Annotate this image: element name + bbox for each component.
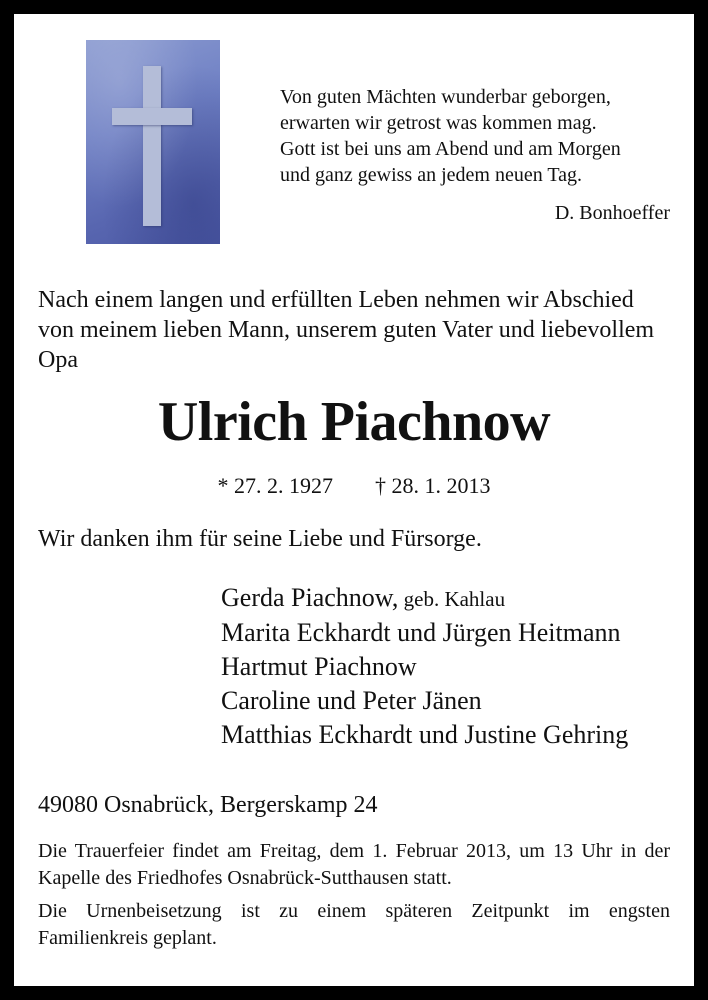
cross-vertical-beam bbox=[143, 66, 161, 226]
thanks-text: Wir danken ihm für seine Liebe und Fürsorge. bbox=[38, 526, 482, 552]
maiden-name-note: geb. Kahlau bbox=[398, 587, 506, 611]
mourner-entry: Hartmut Piachnow bbox=[221, 652, 417, 681]
intro-line: Opa bbox=[38, 347, 78, 373]
family-address: 49080 Osnabrück, Bergerskamp 24 bbox=[38, 792, 378, 818]
death-date: † 28. 1. 2013 bbox=[375, 473, 491, 498]
intro-line: von meinem lieben Mann, unserem guten Vater und liebevollem bbox=[38, 317, 655, 343]
mourner-entry: Caroline und Peter Jänen bbox=[221, 686, 482, 715]
mourner-entry bbox=[221, 581, 628, 616]
burial-info: Die Urnenbeisetzung ist zu einem späteren Zeitpunkt im engsten Familienkreis geplant. bbox=[38, 900, 670, 949]
poem-author: D. Bonhoeffer bbox=[554, 202, 670, 224]
deceased-name: Ulrich Piachnow bbox=[157, 391, 551, 453]
poem-line: und ganz gewiss an jedem neuen Tag. bbox=[280, 164, 583, 186]
life-dates bbox=[14, 472, 694, 500]
poem-line: Von guten Mächten wunderbar geborgen, bbox=[280, 86, 611, 108]
funeral-info: Die Trauerfeier findet am Freitag, dem 1. Februar 2013, um 13 Uhr in der Kapelle des Friedhofes Osnabrück-Sutthausen statt. bbox=[38, 840, 670, 889]
mourner-name: Gerda Piachnow, bbox=[221, 583, 399, 612]
cross-icon bbox=[86, 40, 220, 244]
birth-date: * 27. 2. 1927 bbox=[217, 473, 333, 498]
poem-line: erwarten wir getrost was kommen mag. bbox=[280, 112, 597, 134]
bonhoeffer-poem bbox=[280, 84, 621, 188]
intro-line: Nach einem langen und erfüllten Leben nehmen wir Abschied bbox=[38, 287, 634, 313]
cross-horizontal-beam bbox=[112, 108, 192, 125]
mourners-list bbox=[221, 581, 628, 752]
poem-line: Gott ist bei uns am Abend und am Morgen bbox=[280, 138, 621, 160]
mourner-entry: Matthias Eckhardt und Justine Gehring bbox=[221, 720, 629, 749]
obituary-notice bbox=[14, 14, 694, 986]
mourner-entry: Marita Eckhardt und Jürgen Heitmann bbox=[221, 618, 621, 647]
intro-text bbox=[38, 285, 674, 375]
